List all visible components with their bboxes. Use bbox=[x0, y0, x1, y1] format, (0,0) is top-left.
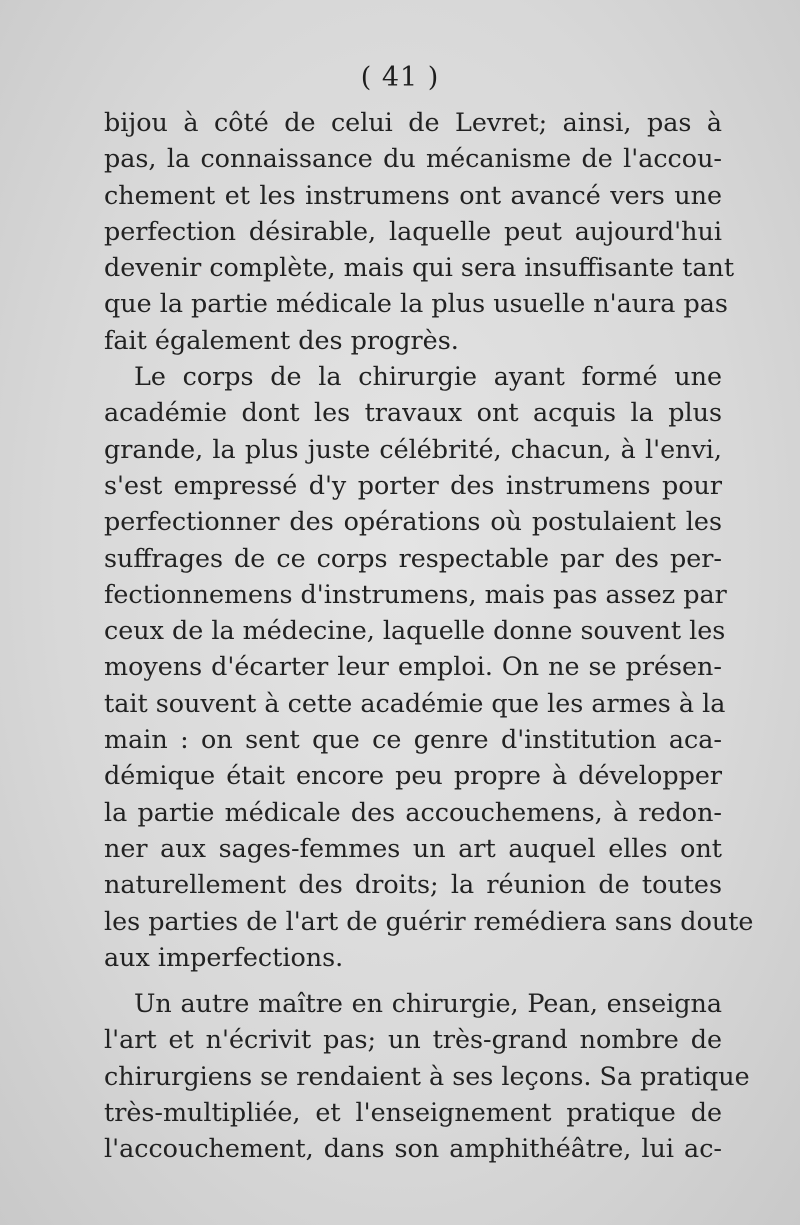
text-line: fectionnemens d'instrumens, mais pas assez par bbox=[104, 578, 727, 609]
text-line: l'accouchement, dans son amphithéâtre, lui ac- bbox=[104, 1133, 722, 1164]
text-line: bijou à côté de celui de Levret; ainsi, pas à bbox=[104, 107, 722, 137]
text-line: suffrages de ce corps respectable par des per- bbox=[104, 542, 722, 573]
text-line: main : on sent que ce genre d'institution aca- bbox=[104, 724, 722, 755]
text-line: devenir complète, mais qui sera insuffisante tant bbox=[104, 252, 735, 283]
text-line: grande, la plus juste célébrité, chacun, à l'envi, bbox=[104, 433, 722, 464]
page-number: ( 41 ) bbox=[360, 62, 440, 93]
text-line: s'est empressé d'y porter des instrumens pour bbox=[104, 469, 722, 500]
text-line: Un autre maître en chirurgie, Pean, enseigna bbox=[134, 988, 722, 1019]
body-text bbox=[104, 104, 754, 1167]
text-line: aux imperfections. bbox=[104, 941, 344, 972]
text-line: que la partie médicale la plus usuelle n'aura pas bbox=[104, 288, 728, 319]
paragraph-gap bbox=[104, 975, 722, 985]
text-line: Le corps de la chirurgie ayant formé une bbox=[134, 361, 722, 392]
text-line: chement et les instrumens ont avancé vers une bbox=[104, 179, 722, 210]
text-line: académie dont les travaux ont acquis la plus bbox=[104, 397, 722, 428]
text-line: tait souvent à cette académie que les armes à la bbox=[104, 687, 726, 718]
text-line: la partie médicale des accouchemens, à redon- bbox=[104, 796, 722, 827]
text-line: perfection désirable, laquelle peut aujourd'hui bbox=[104, 215, 722, 246]
text-line: chirurgiens se rendaient à ses leçons. Sa pratique bbox=[104, 1060, 750, 1091]
text-line: les parties de l'art de guérir remédiera sans doute bbox=[104, 905, 754, 936]
text-line: perfectionner des opérations où postulaient les bbox=[104, 506, 722, 537]
text-line: ner aux sages-femmes un art auquel elles ont bbox=[104, 832, 722, 863]
text-line: l'art et n'écrivit pas; un très-grand nombre de bbox=[104, 1024, 722, 1055]
text-line: naturellement des droits; la réunion de toutes bbox=[104, 869, 722, 900]
text-line: démique était encore peu propre à développer bbox=[104, 760, 722, 791]
text-line: ceux de la médecine, laquelle donne souvent les bbox=[104, 615, 726, 646]
text-line: pas, la connaissance du mécanisme de l'accou- bbox=[104, 143, 722, 174]
text-line: moyens d'écarter leur emploi. On ne se présen- bbox=[104, 651, 722, 682]
text-line: très-multipliée, et l'enseignement pratique de bbox=[104, 1097, 722, 1128]
text-line: fait également des progrès. bbox=[104, 324, 459, 355]
